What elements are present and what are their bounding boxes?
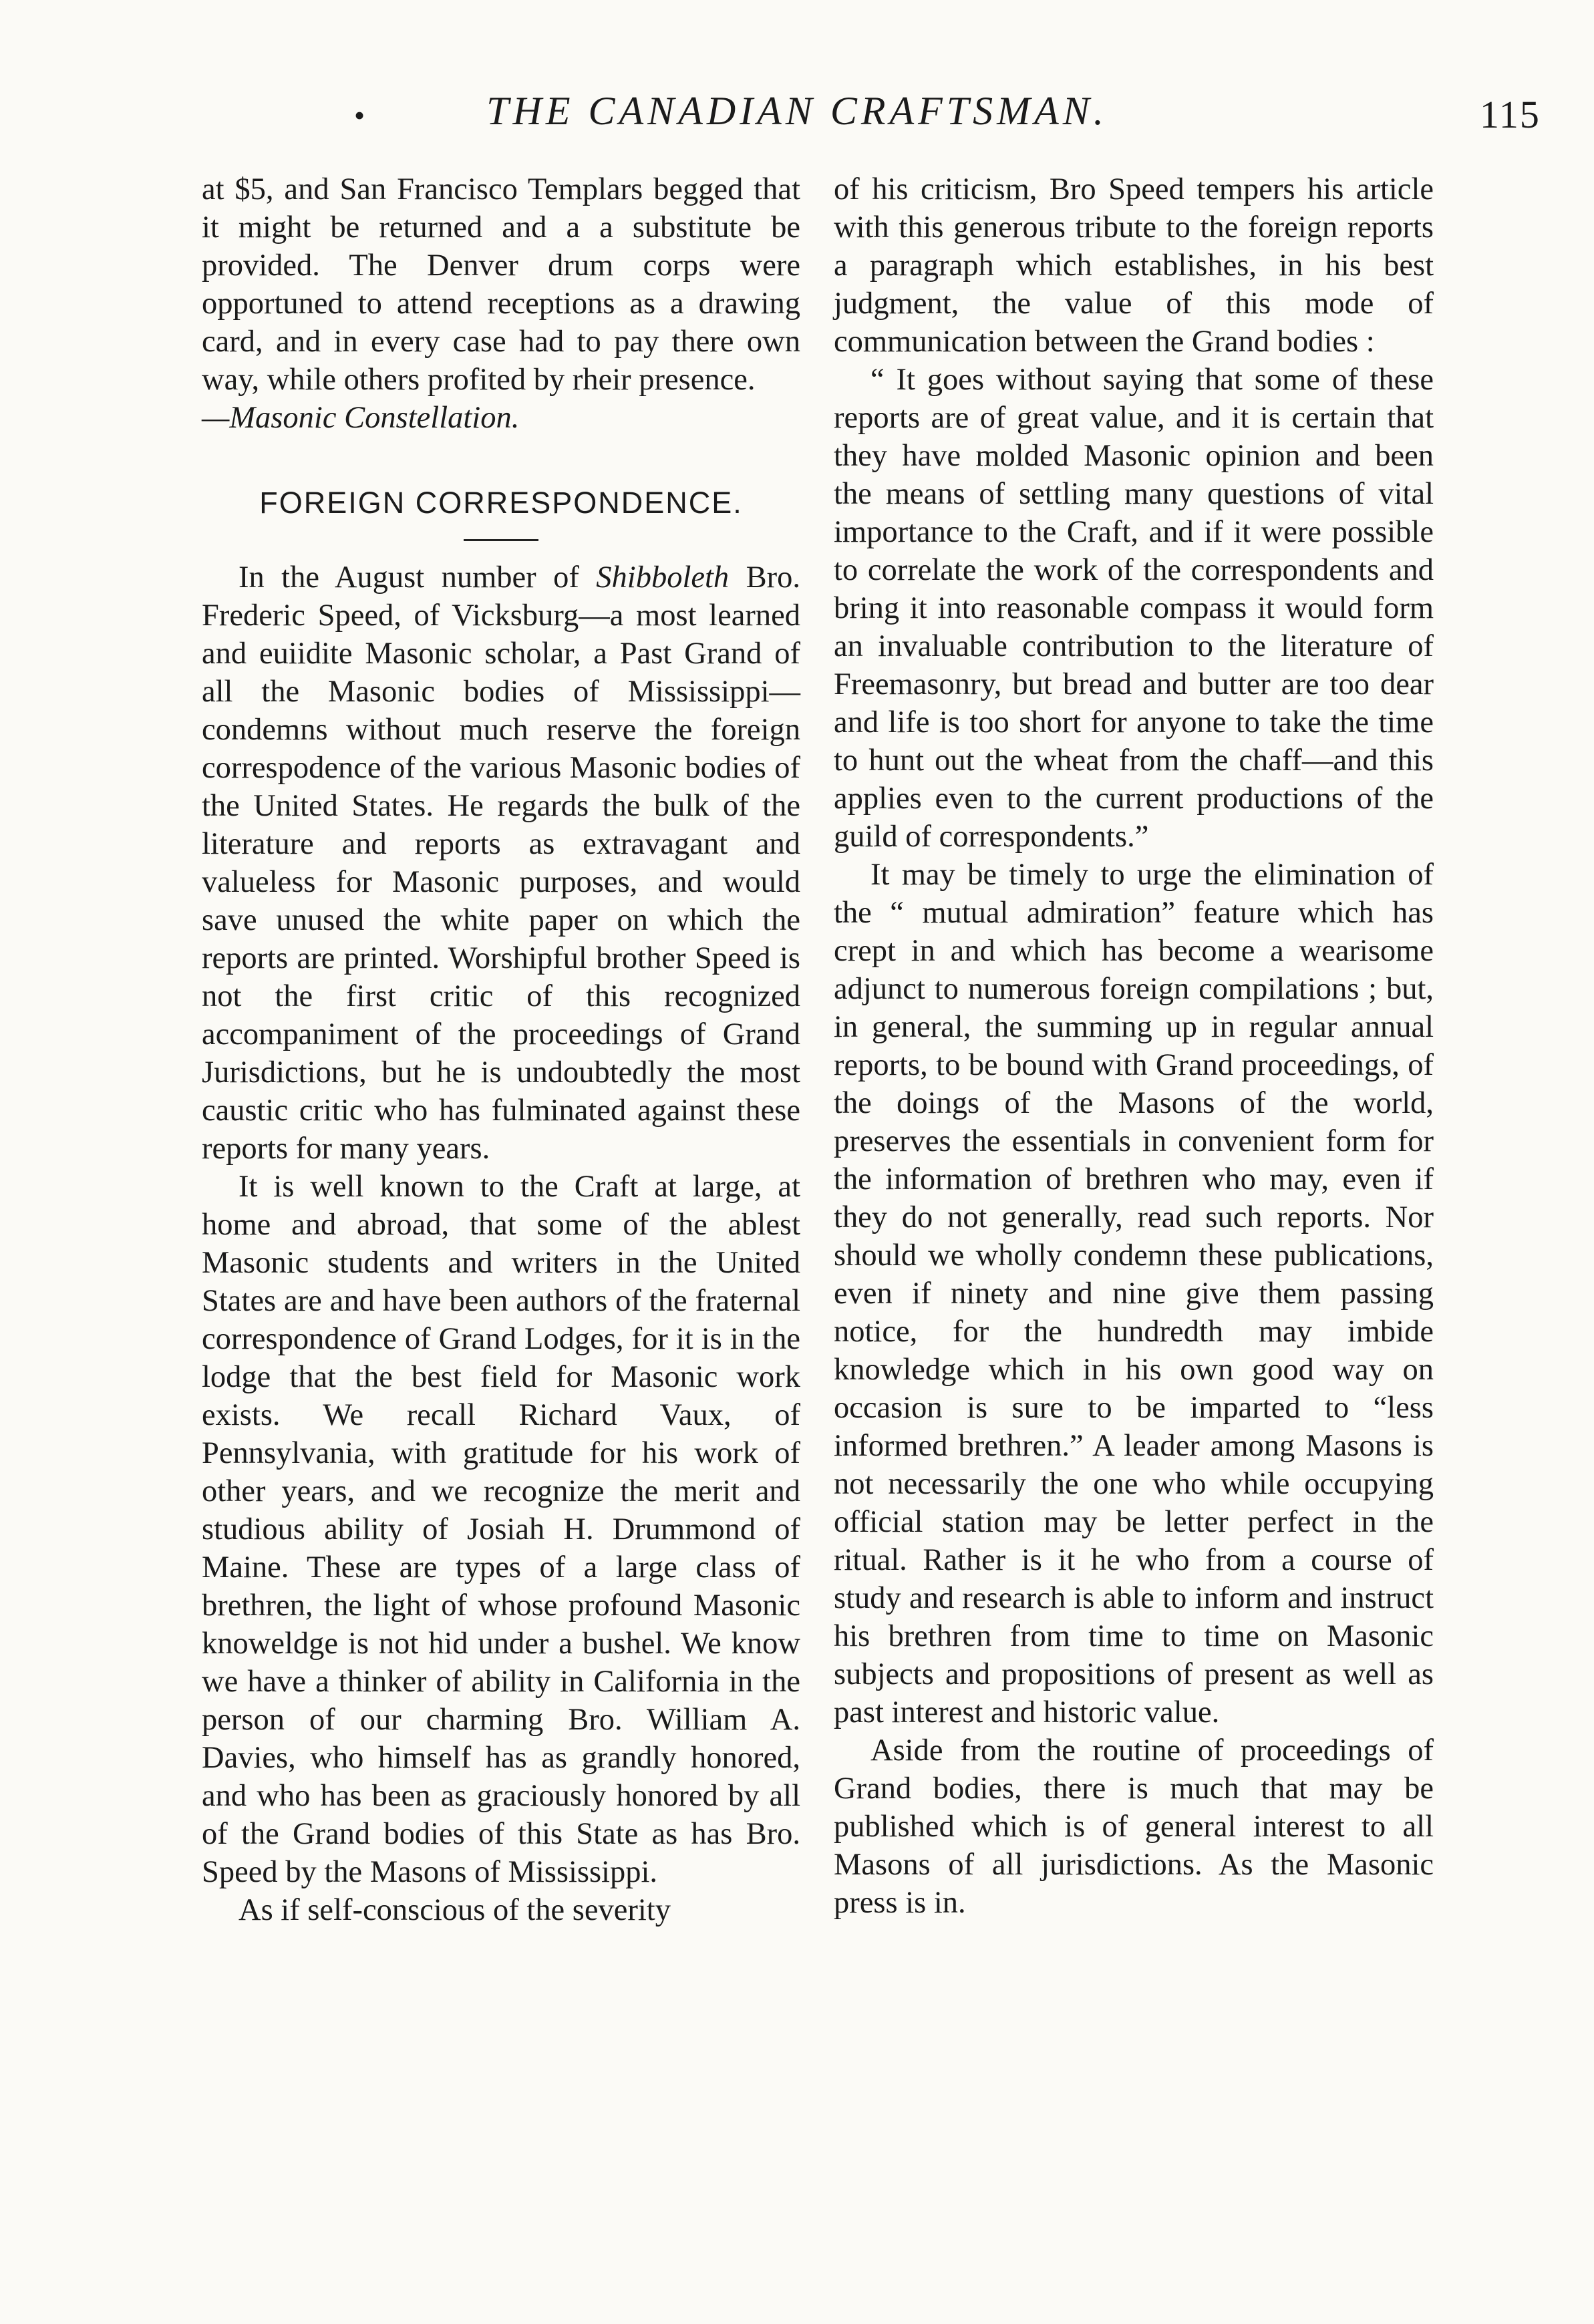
running-title: THE CANADIAN CRAFTSMAN.: [486, 89, 1108, 133]
paragraph-text: In the August number of: [238, 560, 579, 595]
paragraph-text: Bro. Frederic Speed, of Vicksburg—a most learned and euiidite Masonic scholar, a Past Grand of all the Masonic bodies of Mississippi—condemns without much reserve the foreign correspodence of the various Masonic bodies of the United States. He regards the bulk of the literature and reports as extravagant and valueless for Masonic purposes, and would save unused the white paper on which the reports are printed. Worshipful brother Speed is not the first critic of this recognized accompaniment of the proceedings of Grand Jurisdictions, but he is undoubtedly the most caustic critic who has fulminated against these reports for many years.: [202, 560, 800, 1166]
page-number: 115: [1480, 93, 1541, 136]
source-citation: —Masonic Constellation.: [202, 401, 520, 435]
paragraph-mutual-admiration: It may be timely to urge the elimination of the “ mutual admiration” feature which has crept in and which has become a wearisome adjunct to numerous foreign compilations ; but, in general, the summing up in regular annual reports, to be bound with Grand proceedings, of the doings of the Masons of the world, preserves the essentials in convenient form for the information of brethren who may, even if they do not generally, read such reports. Nor should we wholly condemn these publications, even if ninety and nine give them passing notice, for the hundredth may imbide knowledge which in his own good way on occasion is sure to be imparted to “less informed brethren.” A leader among Masons is not necessarily the one who while occupying official station may be letter perfect in the ritual. Rather is it he who from a course of study and research is able to inform and instruct his brethren from time to time on Masonic subjects and propositions of present as well as past interest and historic value.: [834, 858, 1434, 1729]
paragraph-text: at $5, and San Francisco Templars begged that it might be returned and a a substitute be provided. The Denver drum corps were opportuned to attend receptions as a drawing card, and in every case had to pay there own way, while others profited by rheir presence.: [202, 172, 800, 397]
heading-rule: [464, 539, 538, 541]
header-bullet: •: [354, 98, 365, 132]
paragraph-masonic-press: Aside from the routine of proceedings of Grand bodies, there is much that may be published which is of general interest to all Masons of all jurisdictions. As the Masonic press is in.: [834, 1733, 1434, 1920]
paragraph-tribute: of his criticism, Bro Speed tempers his article with this generous tribute to the foreign reports a paragraph which establishes, in his best judgment, the value of this mode of communication between the Grand bodies :: [834, 172, 1434, 359]
section-heading: FOREIGN CORRESPONDENCE.: [259, 486, 743, 520]
paragraph-correspondents: It is well known to the Craft at large, at home and abroad, that some of the ablest Masonic students and writers in the United States are and have been authors of the fraternal correspondence of Grand Lodges, for it is in the lodge that the best field for Masonic work exists. We recall Richard Vaux, of Pennsylvania, with gratitude for his work of other years, and we recognize the merit and studious ability of Josiah H. Drummond of Maine. These are types of a large class of brethren, the light of whose profound Masonic knoweldge is not hid under a bushel. We know we have a thinker of ability in California in the person of our charming Bro. William A. Davies, who himself has as grandly honored, and who has been as graciously honored by all of the Grand bodies of this State as has Bro. Speed by the Masons of Mississippi.: [202, 1170, 800, 1889]
paragraph-self-conscious: As if self-conscious of the severity: [238, 1893, 671, 1927]
paragraph-speed-critique: [202, 558, 800, 1168]
right-column: [834, 170, 1434, 1922]
left-column: [202, 170, 800, 1929]
page-header: [0, 88, 1594, 142]
publication-title: Shibboleth: [596, 560, 730, 595]
paragraph-quotation: “ It goes without saying that some of these reports are of great value, and it is certain that they have molded Masonic opinion and been the means of settling many questions of vital importance to the Craft, and if it were possible to correlate the work of the correspondents and bring it into reasonable compass it would form an invaluable contribution to the literature of Freemasonry, but bread and butter are too dear and life is too short for anyone to take the time to hunt out the wheat from the chaff—and this applies even to the current productions of the guild of correspondents.”: [834, 363, 1434, 854]
paragraph-drum-corps: [202, 170, 800, 437]
